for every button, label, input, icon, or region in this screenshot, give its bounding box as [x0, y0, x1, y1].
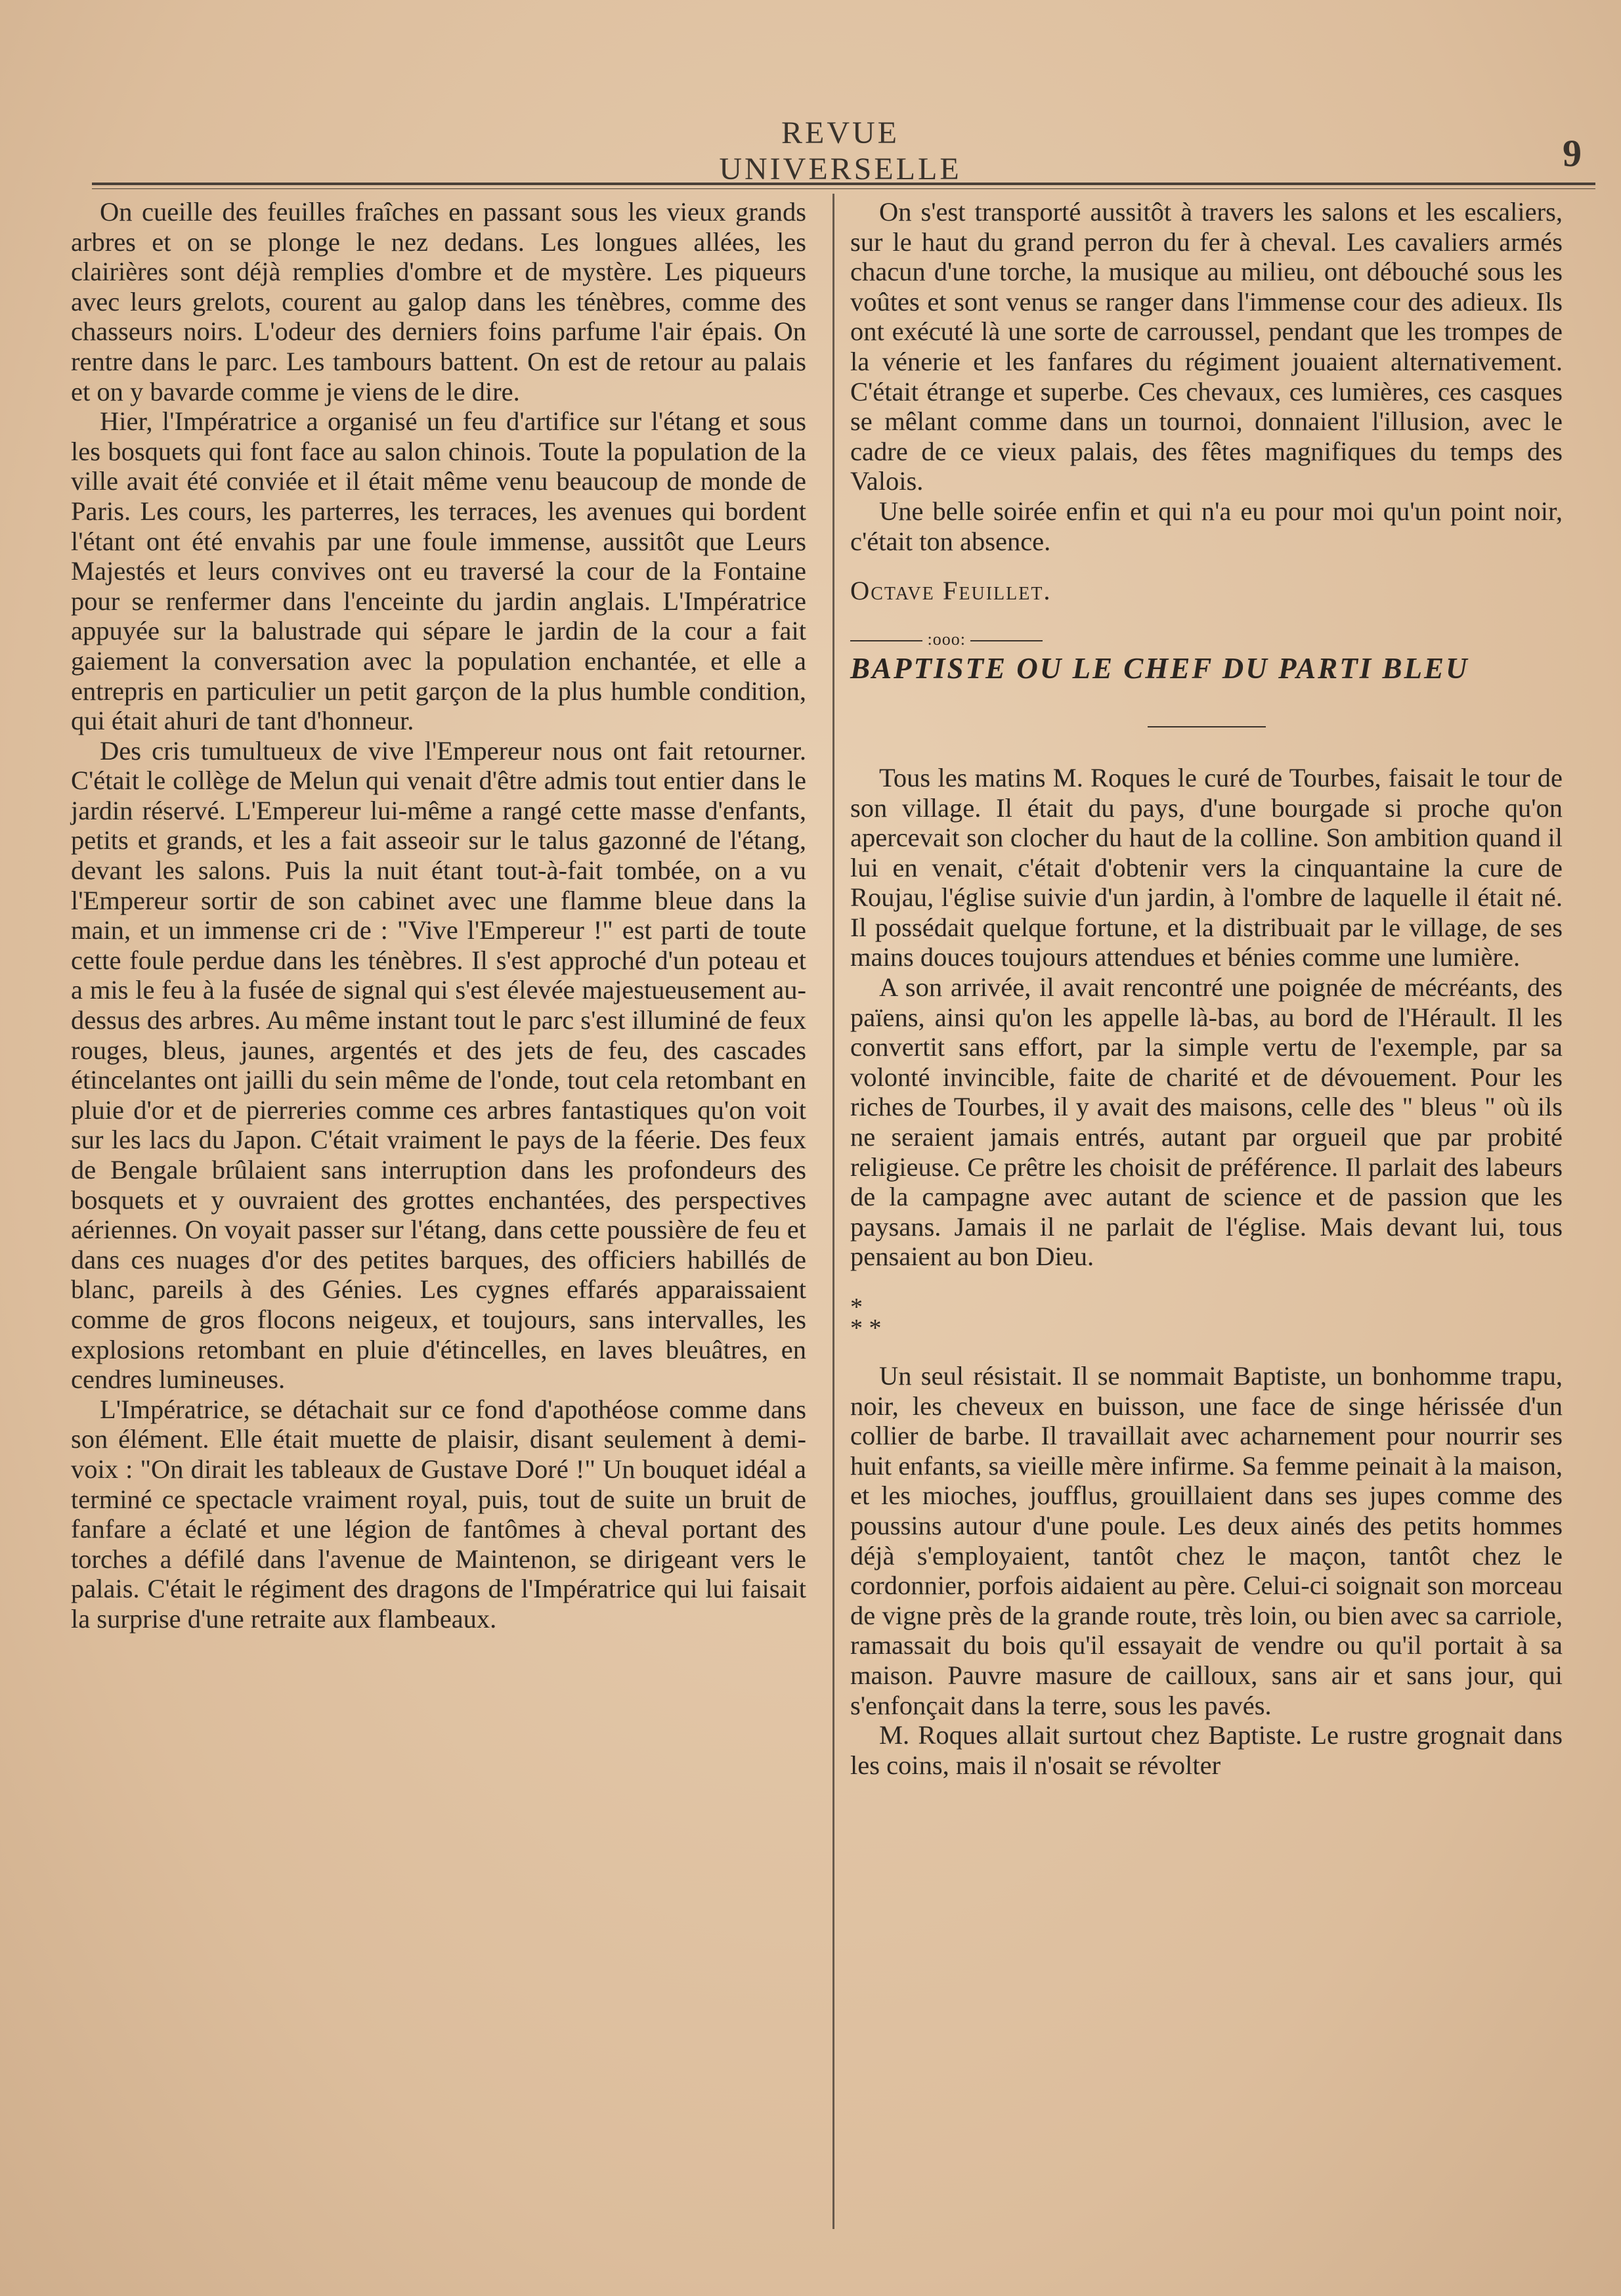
page-number: 9 [1563, 132, 1582, 175]
author-signature: Octave Feuillet. [850, 576, 1052, 606]
paragraph: Hier, l'Impératrice a organisé un feu d'artifice sur l'étang et sous les bosquets qui font face au salon chinois. Toute la population de la ville avait été conviée et il était même venu beaucoup de monde de Paris. Les cours, les parterres, les terraces, les avenues qui bordent l'étant ont été envahis par une foule immense, aussitôt que Leurs Majestés et leurs convives ont eu traversé la cour de la Fontaine pour se renfermer dans l'enceinte du jardin anglais. L'Impératrice appuyée sur la balustrade qui sépare le jardin de la cour a fait gaiement la conversation avec la population enchantée, et elle a entrepris en particulier un petit garçon de la plus humble condition, qui était ahuri de tant d'honneur. [71, 406, 806, 736]
separator-mark: :ooo: [927, 629, 966, 649]
paragraph: On s'est transporté aussitôt à travers les salons et les escaliers, sur le haut du grand perron du fer à cheval. Les cavaliers armés chacun d'une torche, la musique au milieu, ont débouché sous les voûtes et sont venus se ranger dans l'immense cour des adieux. Ils ont exécuté là une sorte de carroussel, pendant que les trompes de la vénerie et les fanfares du régiment jouaient alternativement. C'était étrange et superbe. Ces chevaux, ces lumières, ces casques se mêlant comme dans un tournoi, donnaient l'illusion, avec le cadre de ce vieux palais, des fêtes magnifiques du temps des Valois. [850, 197, 1563, 496]
title-rule [1148, 726, 1266, 727]
paragraph: On cueille des feuilles fraîches en passant sous les vieux grands arbres et on se plonge le nez dedans. Les longues allées, les clairières sont déjà remplies d'ombre et de mystère. Les piqueurs avec leurs grelots, courent au galop dans les ténèbres, comme des chasseurs noirs. L'odeur des derniers foins parfume l'air épais. On rentre dans le parc. Les tambours battent. On est de retour au palais et on y bavarde comme je viens de le dire. [71, 197, 806, 406]
separator-line-left [850, 640, 922, 641]
asterism [850, 1293, 1563, 1342]
separator-line-right [970, 640, 1043, 641]
paragraph: Une belle soirée enfin et qui n'a eu pour moi qu'un point noir, c'était ton absence. [850, 496, 1563, 556]
paragraph: Des cris tumultueux de vive l'Empereur nous ont fait retourner. C'était le collège de Melun qui venait d'être admis tout entier dans le jardin réservé. L'Empereur lui-même a rangé cette masse d'enfants, petits et grands, et les a fait asseoir sur le talus gazonné de l'étang, devant les salons. Puis la nuit étant tout-à-fait tombée, on a vu l'Empereur sortir de son cabinet avec une flamme bleue dans la main, et un immense cri de : "Vive l'Empereur !" est parti de toute cette foule perdue dans les ténèbres. Il s'est approché d'un poteau et a mis le feu à la fusée de signal qui s'est élevée majestueusement au-dessus des arbres. Au même instant tout le parc s'est illuminé de feux rouges, bleus, jaunes, argentés et des jets de feu, des cascades étincelantes ont jailli du sein même de l'onde, tout cela retombant en pluie d'or et de pierreries comme ces arbres fantastiques qu'on voit sur les lacs du Japon. C'était vraiment le pays de la féerie. Des feux de Bengale brûlaient sans interruption dans les profondeurs des bosquets et y ouvraient des grottes enchantées, des perspectives aériennes. On voyait passer sur l'étang, dans cette poussière de feu et dans ces nuages d'or des petites barques, des officiers habillés de blanc, pareils à des Génies. Les cygnes effarés apparaissaient comme de gros flocons neigeux, et toujours, sans intervalles, les explosions retombant en pluie d'étincelles, en laves bleuâtres, en cendres lumineuses. [71, 735, 806, 1395]
paragraph: Un seul résistait. Il se nommait Baptiste, un bonhomme trapu, noir, les cheveux en buisson, une face de singe hérissée d'un collier de barbe. Il travaillait avec acharnement pour nourrir ses huit enfants, sa vieille mère infirme. Sa femme peinait à la maison, et les mioches, joufflus, grouillaient dans ses jupes comme des poussins autour d'une poule. Les deux ainés des petits hommes déjà s'employaient, tantôt chez le maçon, tantôt chez le cordonnier, porfois aidaient au père. Celui-ci soignait son morceau de vigne près de la grande route, très loin, ou bien avec sa carriole, ramassait du bois qu'il essayait de vendre ou qu'il portait à sa maison. Pauvre masure de cailloux, sans air et sans jour, qui s'enfonçait dans la terre, sous les pavés. [850, 1361, 1563, 1720]
page-header-title: REVUE UNIVERSELLE [719, 116, 962, 186]
asterism-top: * [850, 1293, 863, 1321]
section-separator [850, 624, 1563, 655]
paragraph: L'Impératrice, se détachait sur ce fond d'apothéose comme dans son élément. Elle était muette de plaisir, disant seulement à demi-voix : "On dirait les tableaux de Gustave Doré !" Un bouquet idéal a terminé ce spectacle vraiment royal, puis, tout de suite un bruit de fanfare a éclaté et une légion de fantômes à cheval portant des torches a défilé dans l'avenue de Maintenon, se dirigeant vers le palais. C'était le régiment des dragons de l'Impératrice qui lui faisait la surprise d'une retraite aux flambeaux. [71, 1394, 806, 1634]
column-divider [832, 194, 834, 2229]
paragraph: Tous les matins M. Roques le curé de Tourbes, faisait le tour de son village. Il était du pays, d'une bourgade si proche qu'on apercevait son clocher du haut de la colline. Son ambition quand il lui en venait, c'était d'obtenir vers la cinquantaine la cure de Roujau, l'église suivie d'un jardin, à l'ombre de laquelle il était né. Il possédait quelque fortune, et la distribuait par le village, de ses mains douces toujours attendues et bénies comme une lumière. [850, 762, 1563, 972]
paragraph: M. Roques allait surtout chez Baptiste. Le rustre grognait dans les coins, mais il n'osait se révolter [850, 1720, 1563, 1780]
asterism-bottom: * * [850, 1314, 882, 1342]
header-rule [92, 183, 1595, 189]
paragraph: A son arrivée, il avait rencontré une poignée de mécréants, des païens, ainsi qu'on les appelle là-bas, au bord de l'Hérault. Il les convertit sans effort, par la simple vertu de l'exemple, par sa volonté invincible, faite de charité et de dévouement. Pour les riches de Tourbes, il y avait des maisons, celle des " bleus " où ils ne seraient jamais entrés, autant par orgueil que par probité religieuse. Ce prêtre les choisit de préférence. Il parlait des labeurs de la campagne avec autant de science et de passion que les paysans. Jamais il ne parlait de l'église. Mais devant lui, tous pensaient au bon Dieu. [850, 972, 1563, 1272]
right-column [850, 197, 1563, 1780]
left-column [71, 197, 806, 1634]
story-title: BAPTISTE OU LE CHEF DU PARTI BLEU [850, 652, 1469, 685]
